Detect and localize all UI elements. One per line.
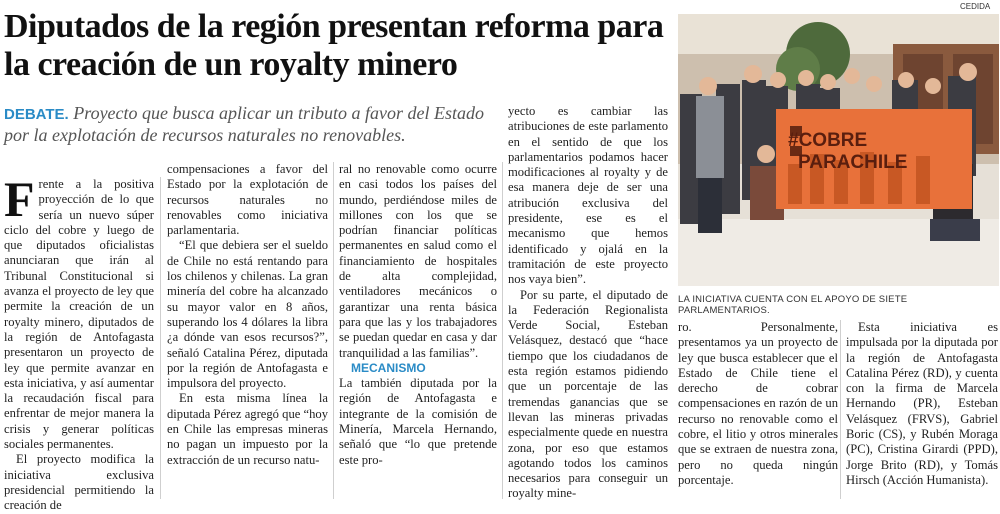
- column-divider: [333, 162, 334, 499]
- article-column-2: [167, 162, 328, 468]
- paragraph: La también diputada por la región de Antofagasta e integrante de la comisión de Minería, Marcela Hernando, señaló que “lo que pretende este pro-: [339, 376, 497, 467]
- banner-line-1: #COBRE: [788, 130, 868, 151]
- column-divider: [840, 320, 841, 499]
- photo-caption: LA INICIATIVA CUENTA CON EL APOYO DE SIETE PARLAMENTARIOS.: [678, 294, 908, 316]
- subhead: MECANISMO: [351, 360, 426, 375]
- paragraph: En esta misma línea la diputada Pérez agregó que “hoy en Chile las empresas mineras no pagan un impuesto por la extracción de un recurso natu-: [167, 391, 328, 467]
- article-column-5: [678, 320, 838, 488]
- paragraph: compensaciones a favor del Estado por la explotación de recursos naturales no renovables como iniciativa parlamentaria.: [167, 162, 328, 238]
- article-column-1: [4, 171, 154, 514]
- paragraph: “El que debiera ser el sueldo de Chile no está rentando para los chilenos y chilenas. La gran minería del cobre ha alcanzado su mayor valor en 8 años, superando los 4 dólares la libra ¿a dónde van esos recursos?”, señaló Catalina Pérez, diputada por la región de Antofagasta e impulsora del proyecto.: [167, 238, 328, 391]
- kicker: DEBATE.: [4, 106, 69, 123]
- drop-cap: F: [4, 171, 35, 227]
- paragraph: El proyecto modifica la iniciativa exclusiva presidencial permitiendo la creación de: [4, 452, 154, 513]
- paragraph: ral no renovable como ocurre en casi todos los países del mundo, perdiéndose miles de millones con los que se podrían financiar políticas permanentes en salud como el financiamiento de hospitales de alta complejidad, ventiladores mecánicos o garantizar una renta básica para que las y los trabajadores se puedan quedar en casa y dar tranquilidad a las familias”.: [339, 162, 497, 360]
- photo-credit: CEDIDA: [960, 2, 991, 11]
- banner-line-2: PARACHILE: [798, 152, 908, 173]
- article-column-3: [339, 162, 497, 468]
- paragraph: yecto es cambiar las atribuciones de este parlamento en el sentido de que los parlamentarios podamos hacer modificaciones al royalty y de esa manera deje de ser una atribución exclusiva del presidente, ese es el mecanismo que hemos identificado y ojalá en la tramitación de este proyecto nos vaya bien”.: [508, 104, 668, 287]
- article-photo: [678, 14, 999, 286]
- paragraph: Esta iniciativa es impulsada por la diputada por la región de Antofagasta Catalina Pérez (RD), y cuenta con la firma de Marcela Hernando (PR), Esteban Velásquez (FRVS), Gabriel Boric (CS), y Rubén Moraga (PC), Cristina Girardi (PPD), Jorge Brito (RD), y Tomás Hirsch (Acción Humanista).: [846, 320, 998, 487]
- column-divider: [502, 162, 503, 499]
- lead-text: rente a la positiva proyección de lo que sería un nuevo súper ciclo del cobre y luego de que diputados oficialistas anunciaran que irán al Tribunal Constitucional si avanza el proyecto de ley que permite la creación de un royalty minero, diputados de la región de Antofagasta presentaron un proyecto de ley que permite avanzar en esta iniciativa, y así aumentar la recaudación fiscal para enfrentar de mejor manera la crisis y generar políticas sociales permanentes.: [4, 177, 154, 452]
- paragraph: Por su parte, el diputado de la Federación Regionalista Verde Social, Esteban Velásquez, destacó que “hace tiempo que los ciudadanos de esta región estamos pidiendo que un porcentaje de las tremendas ganancias que se llevan las mineras privadas especialmente quede en nuestra zona, por eso que estamos agotando todos los caminos necesarios para conseguir un royalty mine-: [508, 287, 668, 501]
- deck-text: Proyecto que busca aplicar un tributo a favor del Estado por la explotación de recursos naturales no renovables.: [4, 103, 485, 145]
- article-column-6: [846, 320, 998, 488]
- column-divider: [160, 177, 161, 499]
- headline: Diputados de la región presentan reforma para la creación de un royalty minero: [4, 8, 664, 83]
- parliamentarians-group-photo: [678, 14, 999, 286]
- lead-paragraph: [4, 171, 154, 452]
- deck: [4, 103, 512, 146]
- article-column-4: [508, 104, 668, 502]
- paragraph: ro. Personalmente, presentamos ya un proyecto de ley que busca establecer que el Estado de Chile tiene el derecho de cobrar compensaciones en razón de un recurso no renovable como el cobre, el litio y otros minerales que se extraen de nuestra zona, pero no queda ningún porcentaje.: [678, 320, 838, 487]
